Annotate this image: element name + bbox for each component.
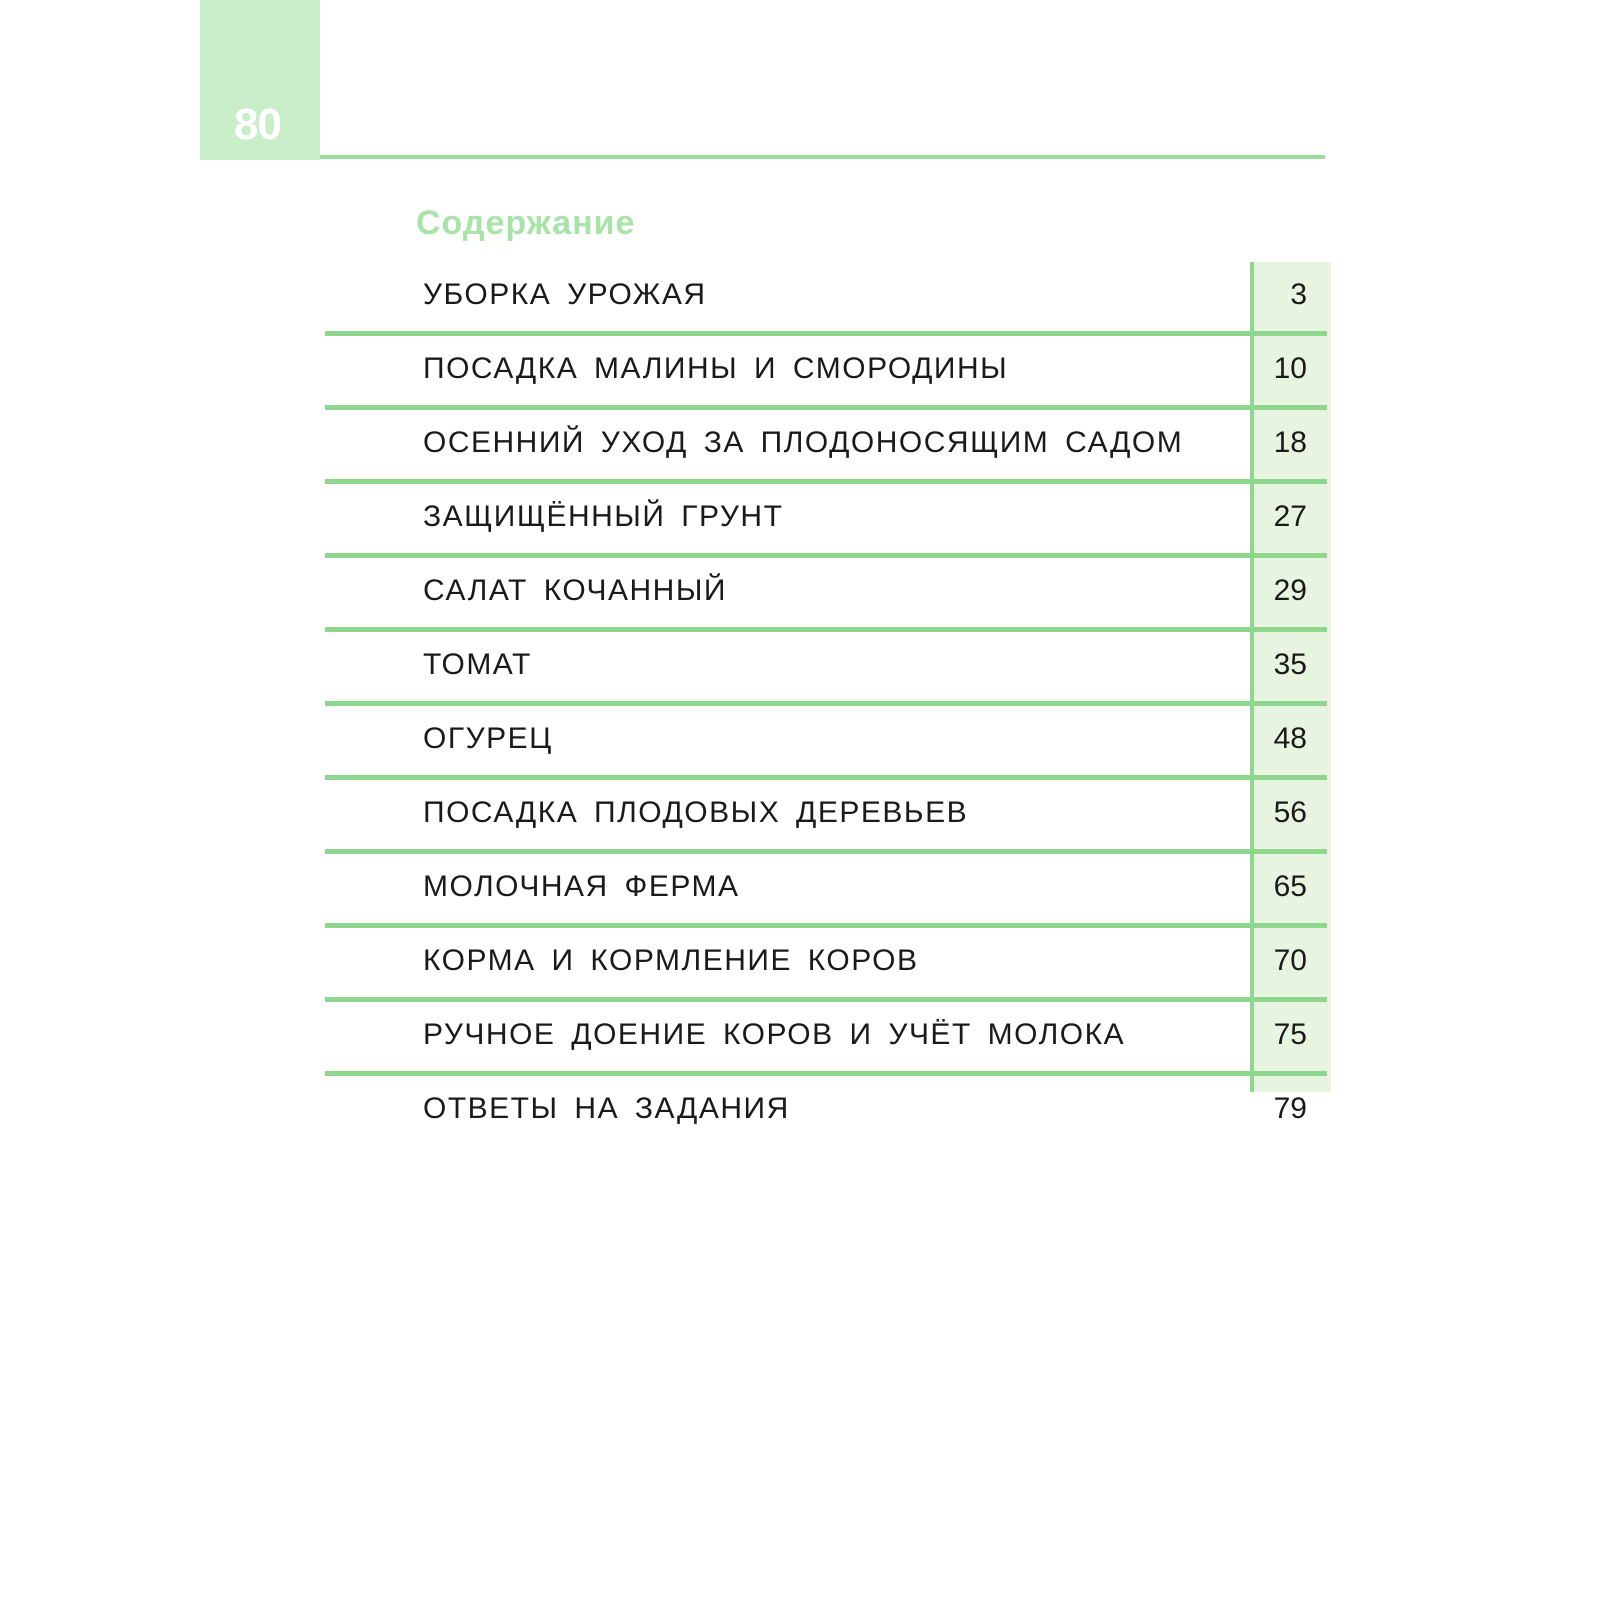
toc-item-page: 29 [1273,574,1307,607]
toc-item-label: САЛАТ КОЧАННЫЙ [423,574,727,607]
toc-item-page: 75 [1273,1018,1307,1051]
page-number: 80 [234,100,281,149]
toc-row[interactable] [325,928,1327,1002]
toc-item-page: 56 [1273,796,1307,829]
toc-item-page: 3 [1290,278,1307,311]
toc-row[interactable] [325,780,1327,854]
toc-item-label: ОСЕННИЙ УХОД ЗА ПЛОДОНОСЯЩИМ САДОМ [423,426,1184,459]
toc-item-label: ТОМАТ [423,648,532,681]
toc-row[interactable] [325,1076,1327,1145]
toc-item-label: ЗАЩИЩЁННЫЙ ГРУНТ [423,500,784,533]
toc-row[interactable] [325,854,1327,928]
toc-item-label: ОГУРЕЦ [423,722,553,755]
toc-item-label: ОТВЕТЫ НА ЗАДАНИЯ [423,1092,790,1125]
toc-row[interactable] [325,632,1327,706]
toc-item-page: 65 [1273,870,1307,903]
toc-row[interactable] [325,1002,1327,1076]
toc-row[interactable] [325,558,1327,632]
toc-item-label: КОРМА И КОРМЛЕНИЕ КОРОВ [423,944,919,977]
toc-item-page: 70 [1273,944,1307,977]
toc-item-page: 18 [1273,426,1307,459]
toc-item-page: 10 [1273,352,1307,385]
page-title: Содержание [416,204,636,242]
toc-item-label: ПОСАДКА ПЛОДОВЫХ ДЕРЕВЬЕВ [423,796,969,829]
toc-row[interactable] [325,336,1327,410]
toc-item-label: ПОСАДКА МАЛИНЫ И СМОРОДИНЫ [423,352,1009,385]
toc-row[interactable] [325,706,1327,780]
toc-item-page: 79 [1273,1092,1307,1125]
toc-item-page: 27 [1273,500,1307,533]
toc-row[interactable] [325,484,1327,558]
toc-row[interactable] [325,262,1327,336]
toc-item-label: МОЛОЧНАЯ ФЕРМА [423,870,740,903]
toc-item-label: РУЧНОЕ ДОЕНИЕ КОРОВ И УЧЁТ МОЛОКА [423,1018,1126,1051]
toc-row[interactable] [325,410,1327,484]
toc-item-page: 35 [1273,648,1307,681]
toc-item-label: УБОРКА УРОЖАЯ [423,278,707,311]
table-of-contents [325,262,1327,1145]
header-rule [320,155,1325,159]
toc-item-page: 48 [1273,722,1307,755]
